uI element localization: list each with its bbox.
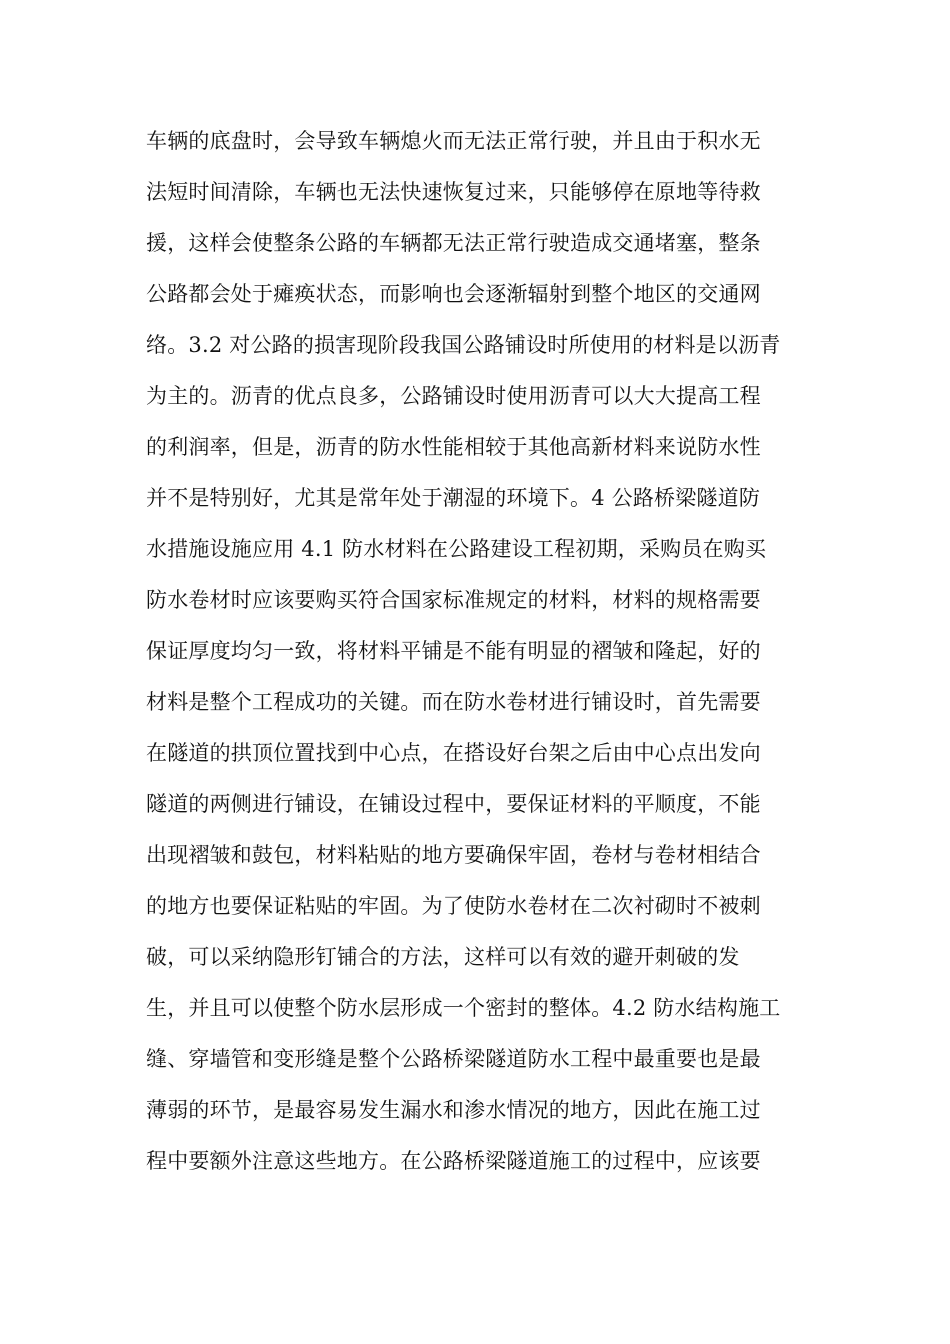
text-line: 破，可以采纳隐形钉铺合的方法，这样可以有效的避开刺破的发 [146, 945, 740, 969]
text-line: 程中要额外注意这些地方。在公路桥梁隧道施工的过程中，应该要 [146, 1149, 761, 1173]
text-line: 材料是整个工程成功的关键。而在防水卷材进行铺设时，首先需要 [146, 690, 761, 714]
text-line: 在隧道的拱顶位置找到中心点，在搭设好台架之后由中心点出发向 [146, 741, 761, 765]
text-line: 法短时间清除，车辆也无法快速恢复过来，只能够停在原地等待救 [146, 180, 761, 204]
text-line: 水措施设施应用 4.1 防水材料在公路建设工程初期，采购员在购买 [146, 537, 767, 561]
text-line: 保证厚度均匀一致，将材料平铺是不能有明显的褶皱和隆起，好的 [146, 639, 761, 663]
text-line: 援，这样会使整条公路的车辆都无法正常行驶造成交通堵塞，整条 [146, 231, 761, 255]
text-line: 车辆的底盘时，会导致车辆熄火而无法正常行驶，并且由于积水无 [146, 129, 761, 153]
text-line: 出现褶皱和鼓包，材料粘贴的地方要确保牢固，卷材与卷材相结合 [146, 843, 761, 867]
text-line: 的地方也要保证粘贴的牢固。为了使防水卷材在二次衬砌时不被刺 [146, 894, 761, 918]
text-line: 为主的。沥青的优点良多，公路铺设时使用沥青可以大大提高工程 [146, 384, 761, 408]
text-line: 并不是特别好，尤其是常年处于潮湿的环境下。4 公路桥梁隧道防 [146, 486, 761, 510]
text-line: 公路都会处于瘫痪状态，而影响也会逐渐辐射到整个地区的交通网 [146, 282, 761, 306]
text-line: 络。3.2 对公路的损害现阶段我国公路铺设时所使用的材料是以沥青 [146, 333, 781, 357]
text-line: 缝、穿墙管和变形缝是整个公路桥梁隧道防水工程中最重要也是最 [146, 1047, 761, 1071]
text-line: 防水卷材时应该要购买符合国家标准规定的材料，材料的规格需要 [146, 588, 761, 612]
text-line: 生，并且可以使整个防水层形成一个密封的整体。4.2 防水结构施工 [146, 996, 781, 1020]
body-text [146, 116, 826, 1187]
text-line: 隧道的两侧进行铺设，在铺设过程中，要保证材料的平顺度，不能 [146, 792, 761, 816]
text-line: 的利润率，但是，沥青的防水性能相较于其他高新材料来说防水性 [146, 435, 761, 459]
text-line: 薄弱的环节，是最容易发生漏水和渗水情况的地方，因此在施工过 [146, 1098, 761, 1122]
